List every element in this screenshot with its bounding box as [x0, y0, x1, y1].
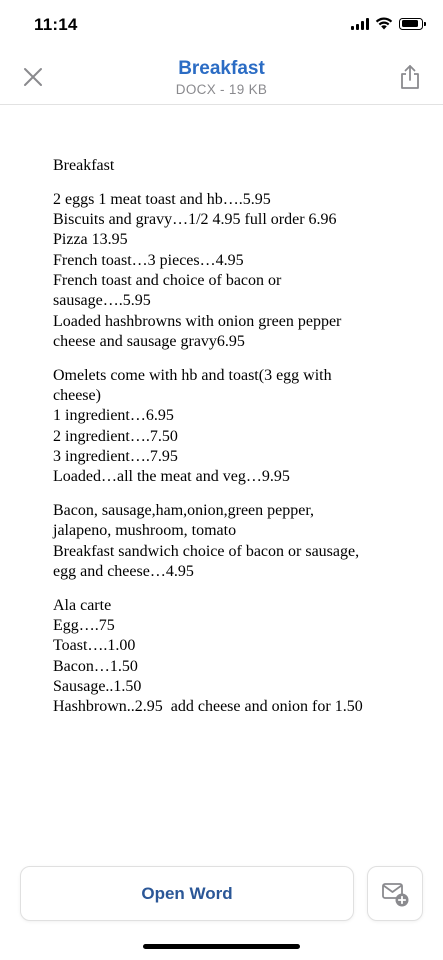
- paragraph-gap: [53, 176, 413, 190]
- document-line: Bacon…1.50: [53, 657, 138, 675]
- open-word-label: Open Word: [141, 883, 233, 903]
- document-line: cheese and sausage gravy6.95: [53, 332, 245, 350]
- document-line: sausage….5.95: [53, 292, 151, 310]
- status-icons: [351, 17, 423, 30]
- share-icon: [399, 64, 421, 90]
- document-line: Loaded…all the meat and veg…9.95: [53, 468, 290, 486]
- document-line: 1 ingredient…6.95: [53, 407, 174, 425]
- document-line: Ala carte: [53, 596, 112, 614]
- document-line: Loaded hashbrowns with onion green pepper: [53, 312, 342, 330]
- signal-icon: [351, 18, 369, 30]
- document-line: egg and cheese…4.95: [53, 562, 194, 580]
- document-line: Breakfast sandwich choice of bacon or sausage,: [53, 542, 360, 560]
- document-header: [0, 52, 443, 105]
- document-line: Toast….1.00: [53, 637, 136, 655]
- paragraph-gap: [53, 352, 413, 366]
- page-title: Breakfast: [178, 58, 265, 79]
- document-line: Sausage..1.50: [53, 677, 142, 695]
- paragraph-gap: [53, 582, 413, 596]
- document-line: 2 eggs 1 meat toast and hb….5.95: [53, 190, 271, 208]
- document-line: Hashbrown..2.95 add cheese and onion for 1.50: [53, 698, 363, 716]
- document-content: [53, 156, 413, 717]
- header-title-group: [0, 58, 443, 99]
- document-line: 3 ingredient….7.95: [53, 447, 178, 465]
- document-line: French toast and choice of bacon or: [53, 271, 282, 289]
- document-line: Omelets come with hb and toast(3 egg with: [53, 366, 332, 384]
- document-line: Breakfast: [53, 157, 115, 174]
- paragraph-gap: [53, 487, 413, 501]
- mail-add-icon: [380, 880, 410, 908]
- wifi-icon: [375, 17, 393, 30]
- document-line: Pizza 13.95: [53, 231, 128, 249]
- document-line: jalapeno, mushroom, tomato: [53, 522, 237, 540]
- open-word-button[interactable]: [20, 866, 354, 921]
- document-line: cheese): [53, 386, 101, 404]
- document-line: Egg….75: [53, 616, 115, 634]
- mail-button[interactable]: [367, 866, 423, 921]
- document-meta: DOCX - 19 KB: [175, 82, 268, 97]
- document-line: Biscuits and gravy…1/2 4.95 full order 6.96: [53, 211, 337, 229]
- document-line: French toast…3 pieces…4.95: [53, 251, 244, 269]
- battery-icon: [399, 18, 423, 30]
- document-line: Bacon, sausage,ham,onion,green pepper,: [53, 501, 315, 519]
- document-line: 2 ingredient….7.50: [53, 427, 178, 445]
- status-bar: [0, 0, 443, 52]
- home-indicator: [143, 944, 300, 949]
- status-time: 11:14: [34, 15, 78, 34]
- share-button[interactable]: [397, 62, 423, 92]
